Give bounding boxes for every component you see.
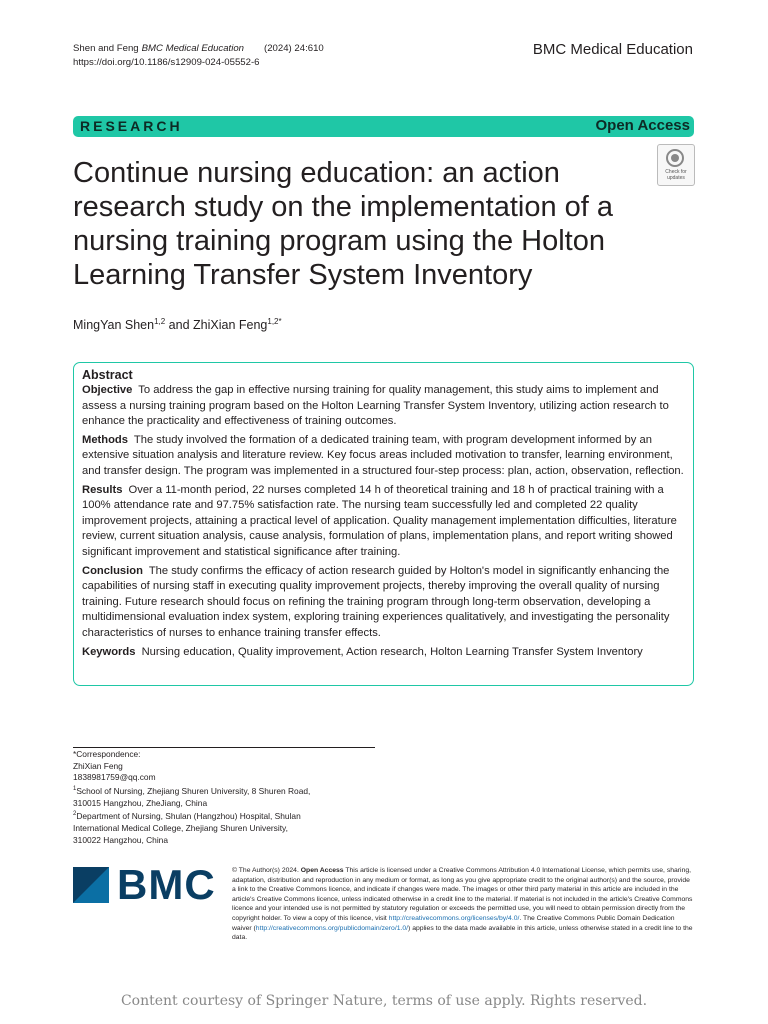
objective-label: Objective xyxy=(82,384,133,396)
footnote-divider xyxy=(73,747,375,748)
bmc-logo[interactable] xyxy=(73,861,216,908)
keywords-text: Nursing education, Quality improvement, Action research, Holton Learning Transfer System Inventory xyxy=(141,645,643,658)
abstract-box xyxy=(73,362,694,686)
license-body: This article is licensed under a Creative Commons Attribution 4.0 International License, which permits use, sharing, adaptation, distribution and reproduction in any medium or format, as long as you give appropriate credit to the original author(s) and the source, provide a link to the Creative Commons licence, and indicate if changes were made. The images or other third party material in this article are included in the article's Creative Commons licence, unless indicated otherwise in a credit line to the material. If material is not included in the article's Creative Commons licence and your intended use is not permitted by statutory regulation or exceeds the permitted use, you will need to obtain permission directly from the copyright holder. To view a copy of this licence, visit xyxy=(232,867,693,922)
author-name[interactable]: MingYan Shen xyxy=(73,318,155,333)
running-header xyxy=(73,42,324,70)
bmc-logo-icon xyxy=(73,867,109,903)
abstract-conclusion xyxy=(82,564,685,642)
license-link-cc-by[interactable]: http://creativecommons.org/licenses/by/4.0/ xyxy=(388,914,520,922)
license-text xyxy=(232,866,694,943)
objective-text: To address the gap in effective nursing training for quality management, this study aims to implement and assess a nursing training program based on the Holton Learning Transfer System Inventory, utilizing action research to enhance the practicality and effectiveness of training outcomes. xyxy=(82,384,669,428)
conclusion-label: Conclusion xyxy=(82,564,143,577)
section-label: RESEARCH xyxy=(80,118,183,134)
article-type-banner xyxy=(73,116,694,137)
author-affiliation-sup: 1,2* xyxy=(267,317,282,326)
correspondence-name: ZhiXian Feng xyxy=(73,760,123,771)
author-conjunction: and xyxy=(165,318,194,333)
journal-name: BMC Medical Education xyxy=(532,41,693,58)
courtesy-footer: Content courtesy of Springer Nature, terms of use apply. Rights reserved. xyxy=(120,993,648,1009)
methods-text: The study involved the formation of a dedicated training team, with program development informed by an extensive situation analysis and literature review. Key focus areas included motivation to transfer, learning environment, and transfer design. The program was implemented in a structured four-step process: plan, action, observation, reflection. xyxy=(82,433,684,477)
check-for-updates-badge[interactable] xyxy=(657,144,695,186)
author-affiliation-sup: 1,2 xyxy=(154,317,166,326)
header-doi-link[interactable]: https://doi.org/10.1186/s12909-024-05552-6 xyxy=(73,57,260,68)
correspondence-block xyxy=(73,749,310,846)
abstract-heading: Abstract xyxy=(82,368,133,382)
affiliation-2 xyxy=(73,809,310,823)
affiliation-line: Department of Nursing, Shulan (Hangzhou) Hospital, Shulan xyxy=(76,811,301,822)
license-link-cc0[interactable]: http://creativecommons.org/publicdomain/zero/1.0/ xyxy=(255,924,409,932)
abstract-objective xyxy=(82,383,685,430)
correspondence-label: *Correspondence: xyxy=(73,749,141,759)
abstract-keywords xyxy=(82,645,685,661)
check-for-updates-label: Check for updates xyxy=(665,169,687,181)
crossmark-icon xyxy=(666,149,684,167)
keywords-label: Keywords xyxy=(82,645,136,658)
author-list xyxy=(73,317,282,332)
header-journal: BMC Medical Education xyxy=(141,43,245,54)
author-name[interactable]: ZhiXian Feng xyxy=(193,318,268,333)
header-year-volume: (2024) 24:610 xyxy=(264,43,324,54)
license-body: . The Creative Commons Public Domain Dedication waiver ( xyxy=(232,914,675,932)
license-open-access: Open Access xyxy=(300,867,344,874)
results-text: Over a 11-month period, 22 nurses completed 14 h of theoretical training and 18 h of practical training with a 100% attendance rate and 97.75% satisfaction rate. The nursing team successfully led and completed 22 quality improvement projects, attaining a practical level of application. Quality management implementation difficulties, literature review, current situation analysis, cause analysis, formulation of plans, implementation plans, and report writing showed significant improvement and statistical significance after training. xyxy=(82,483,677,558)
affiliation-sup: 2 xyxy=(73,811,77,818)
affiliation-line: International Medical College, Zhejiang Shuren University, xyxy=(73,822,288,833)
abstract-results xyxy=(82,483,685,561)
affiliation-line: School of Nursing, Zhejiang Shuren University, 8 Shuren Road, xyxy=(76,785,311,796)
affiliation-line: 310015 Hangzhou, ZheJiang, China xyxy=(73,797,208,808)
header-authors: Shen and Feng xyxy=(73,43,139,54)
license-copyright: © The Author(s) 2024. xyxy=(232,867,301,874)
article-title: Continue nursing education: an action research study on the implementation of a nursing training program using the Holton Learning Transfer System Inventory xyxy=(73,157,614,291)
license-body: ) applies to the data made available in this article, unless otherwise stated in a credit line to the data. xyxy=(232,924,693,942)
methods-label: Methods xyxy=(82,433,128,446)
affiliation-sup: 1 xyxy=(73,786,77,793)
results-label: Results xyxy=(82,483,123,496)
bmc-logo-text: BMC xyxy=(117,861,216,908)
open-access-label: Open Access xyxy=(595,117,690,134)
abstract-methods xyxy=(82,433,685,480)
affiliation-line: 310022 Hangzhou, China xyxy=(73,834,168,845)
conclusion-text: The study confirms the efficacy of action research guided by Holton's model in significantly enhancing the capabilities of nursing staff in executing quality improvement projects, thereby improving the overall quality of nursing training. Future research should focus on refining the training program through long-term observation, developing a multidimensional evaluation index system, exploring training experiences qualitatively, and investigating the personality characteristics of nurses to enhance training transfer effects. xyxy=(82,564,670,639)
correspondence-email[interactable]: 1838981759@qq.com xyxy=(73,772,156,783)
affiliation-1 xyxy=(73,784,310,798)
